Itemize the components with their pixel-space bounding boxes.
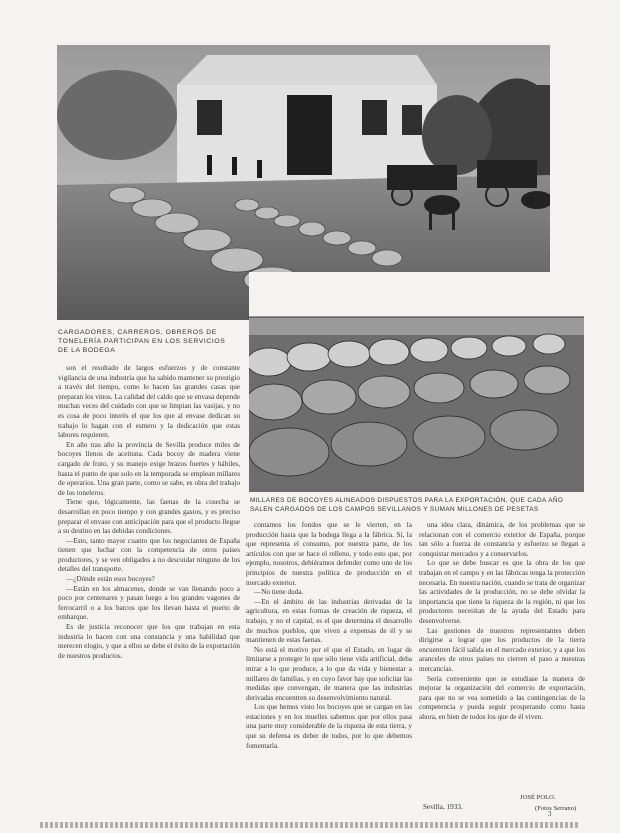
right-paragraph: Sería conveniente que se estudiase la manera de mejorar la organización del comercio de exportación, para que no se vea sometido a las contingencias de la competencia y pueda seguir prosperando como hasta ahora, en bien de todos los que de él viven. — [419, 674, 585, 721]
text-column-right — [419, 521, 585, 799]
bottom-photo-caption: MILLARES DE BOCOYES ALINEADOS DISPUESTOS PARA LA EXPORTACIÓN, QUE CADA AÑO SALEN CARGADOS DE LOS CAMPOS SEVILLANOS Y SUMAN MILLONES DE PESETAS — [250, 497, 564, 513]
top-photo-caption: CARGADORES, CARREROS, OBREROS DE TONELERÍA PARTICIPAN EN LOS SERVICIOS DE LA BODEGA — [58, 329, 226, 354]
middle-paragraph: Los que hemos visto los bocoyes que se cargan en las estaciones y en los muelles sabemos que por ellos pasa una parte muy considerable de la riqueza de esta tierra, y que su defensa es deber de todos, por lo que debemos fomentarla. — [246, 703, 412, 750]
page-mark: 3 — [548, 810, 552, 818]
photo-credit: (Fotos Serrano) — [535, 805, 577, 812]
middle-paragraph: —En el ámbito de las industrias derivadas de la agricultura, en estas formas de creación de riqueza, el trabajo, y no el capital, es el que determina el desarrollo de muchos pueblos, que viven a expensas de él y se mantienen de estas faenas. — [246, 597, 412, 645]
footer-rule — [40, 822, 580, 828]
left-paragraph: Es de justicia reconocer que los que trabajan en esta industria lo hacen con una constancia y una habilidad que merecen elogio, y que a ellos se debe el éxito de la exportación de nuestros productos. — [58, 623, 240, 660]
left-paragraph: En año tras año la provincia de Sevilla produce miles de bocoyes llenos de aceituna. Cada bocoy de madera viene cargado de fruto, y su manejo exige brazos fuertes y hábiles, hasta el punto de que solo en la temporada se emplean millares de operarios. Una gran parte, como se sabe, es obra del trabajo de los toneleros. — [58, 440, 240, 497]
left-paragraph: —Están en los almacenes, donde se van llenando poco a poco por centenares y pasan luego a los grandes vagones de ferrocarril o a los barcos que los llevan hasta el puerto de embarque. — [58, 584, 240, 622]
dateline: Sevilla, 1933. — [423, 803, 463, 811]
right-paragraph: una idea clara, dinámica, de los problemas que se relacionan con el comercio exterior de España, porque tan sólo a fuerza de constancia y esfuerzo se llegan a conquistar mercados y a conservarlos. — [419, 521, 585, 558]
middle-paragraph: No está el motivo por el que el Estado, en lugar de limitarse a proteger lo que sólo tiene vida artificial, deba mirar a lo que produce, a lo que da vida y bienestar a millares de familias, y en cuyo favor hay que solicitar las medidas que convengan, de manera que las industrias derivadas encuentren su desenvolvimiento natural. — [246, 645, 412, 702]
middle-paragraph: —No tiene duda. — [254, 588, 304, 597]
author-signature: JOSÉ POLO. — [520, 794, 556, 801]
left-paragraph: —¿Dónde están esos bocoyes? — [66, 575, 155, 584]
left-paragraph: son el resultado de largos esfuerzos y de constante vigilancia de una industria que ha sabido mantener su prestigio a través del tiempo, como lo hacen las grandes casas que preparan los vinos. La calidad del caldo que se envasa depende muchas veces del cuidado con que se limpian las vasijas, y no es cosa de poco interés el que los que al envase dedican su trabajo lo hagan con el esmero y la dedicación que estas labores requieren. — [58, 364, 240, 440]
middle-paragraph: contamos los fondos que se le vierten, en la producción hasta que la bodega llega a la fábrica. Sí, la que representa el consumo, por nuestra parte, de los artículos con que se hace el relleno, y todo esto que, por ejemplo, nosotros, debiéramos defender como uno de los principios de nuestra política de producción en el mercado exterior. — [246, 521, 412, 587]
left-paragraph: —Esto, tanto mayor cuanto que los negociantes de España tienen que luchar con la competencia de otros países productores, y se ven obligados a no descuidar ninguno de los detalles del transporte. — [58, 536, 240, 574]
right-paragraph: Lo que se debe buscar es que la obra de los que trabajan en el campo y en las fábricas tenga la protección necesaria. En nuestra nación, cuando se trata de organizar las actividades de la producción, no se debe olvidar la importancia que tiene la riqueza de la región, ni que los productores necesitan de la ayuda del Estado para desenvolverse. — [419, 559, 585, 625]
text-column-middle — [246, 521, 412, 812]
right-paragraph: Las gestiones de nuestros representantes deben dirigirse a lograr que los productos de la tierra encuentren fácil salida en el mercado exterior, y a que los aranceles de otros países no cierren el paso a nuestras mercancías. — [419, 626, 585, 673]
text-column-left — [58, 364, 240, 812]
bottom-photo — [249, 272, 584, 492]
bottom-photo-image — [249, 272, 584, 492]
left-paragraph: Tiene que, lógicamente, las faenas de la cosecha se desarrollan en poco tiempo y con grandes gastos, y es preciso preparar el envase con anticipación para que el producto llegue a su destino en las debidas condiciones. — [58, 498, 240, 536]
